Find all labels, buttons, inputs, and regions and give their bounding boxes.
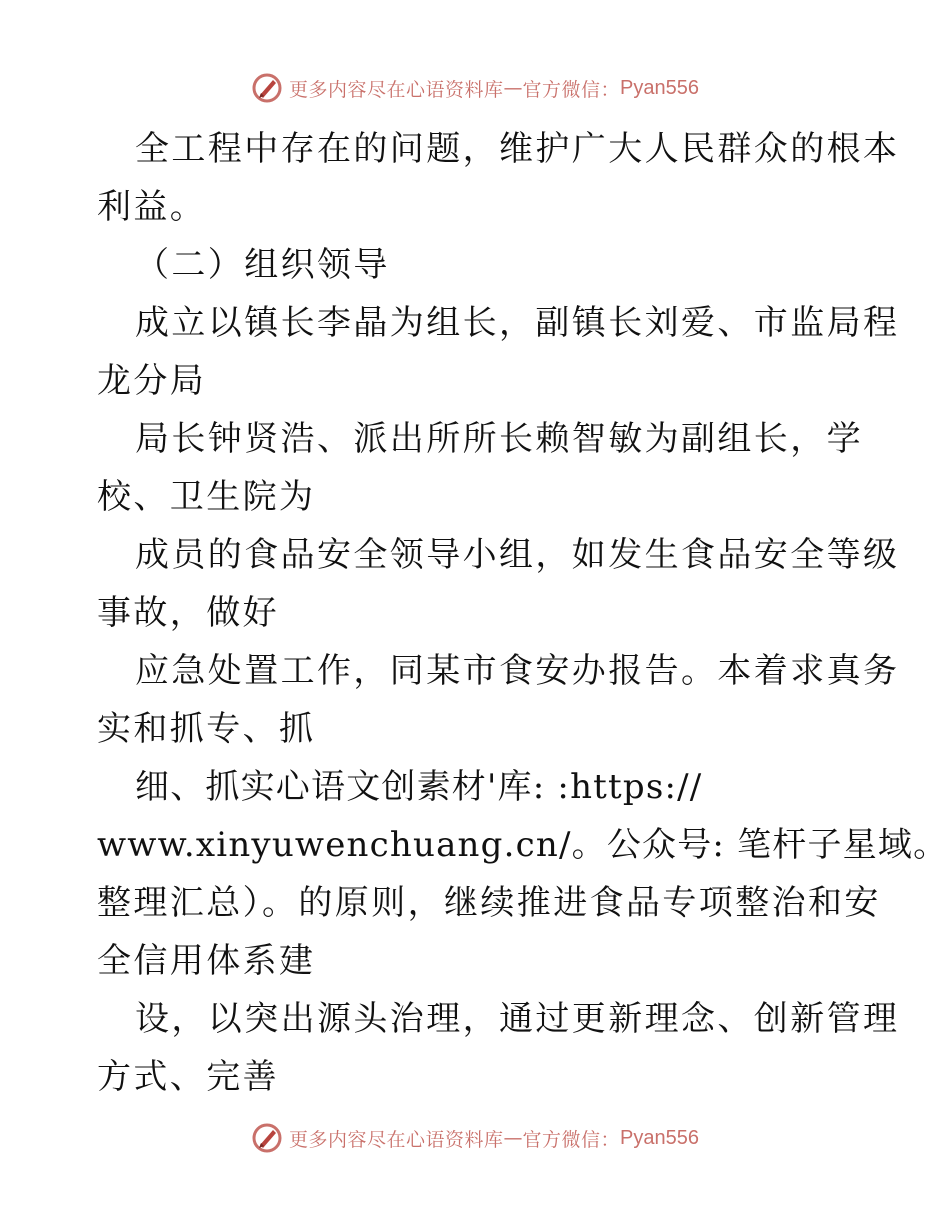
body-line: 方式、完善 bbox=[97, 1057, 279, 1097]
body-line: 成员的食品安全领导小组，如发生食品安全等级 bbox=[135, 535, 900, 575]
body-line: 实和抓专、抓 bbox=[97, 709, 316, 749]
watermark-wechat-label: 官方微信： bbox=[522, 78, 621, 101]
body-line: 细、抓实心语文创素材'库: :https:// bbox=[135, 767, 703, 807]
document-body bbox=[97, 120, 949, 1106]
body-line: 局长钟贤浩、派出所所长赖智敏为副组长，学 bbox=[135, 419, 863, 459]
brush-logo-icon bbox=[251, 1122, 283, 1154]
watermark-wechat-id: Pyan556 bbox=[620, 1126, 699, 1149]
footer-watermark bbox=[0, 1122, 950, 1154]
body-line: 整理汇总）。的原则，继续推进食品专项整治和安 bbox=[97, 883, 881, 923]
watermark-dash: — bbox=[503, 77, 523, 99]
body-line: 校、卫生院为 bbox=[97, 477, 316, 517]
watermark-dash: — bbox=[503, 1127, 523, 1149]
body-line: 龙分局 bbox=[97, 361, 207, 401]
header-watermark bbox=[0, 72, 950, 104]
body-line: 应急处置工作，同某市食安办报告。本着求真务 bbox=[135, 651, 900, 691]
body-line: 全工程中存在的问题，维护广大人民群众的根本 bbox=[135, 129, 900, 169]
section-heading: （二）组织领导 bbox=[135, 245, 390, 285]
watermark-wechat-label: 官方微信： bbox=[522, 1128, 621, 1151]
body-line: 事故，做好 bbox=[97, 593, 279, 633]
body-line: 利益。 bbox=[97, 187, 207, 227]
watermark-wechat-id: Pyan556 bbox=[620, 76, 699, 99]
body-line: 设，以突出源头治理，通过更新理念、创新管理 bbox=[135, 999, 900, 1039]
watermark-brand: 更多内容尽在心语资料库 bbox=[289, 1128, 504, 1151]
brush-logo-icon bbox=[251, 72, 283, 104]
body-line: 全信用体系建 bbox=[97, 941, 316, 981]
watermark-brand: 更多内容尽在心语资料库 bbox=[289, 78, 504, 101]
body-line: 成立以镇长李晶为组长，副镇长刘爱、市监局程 bbox=[135, 303, 900, 343]
body-line: www.xinyuwenchuang.cn/。公众号: 笔杆子星域。 bbox=[97, 825, 949, 865]
